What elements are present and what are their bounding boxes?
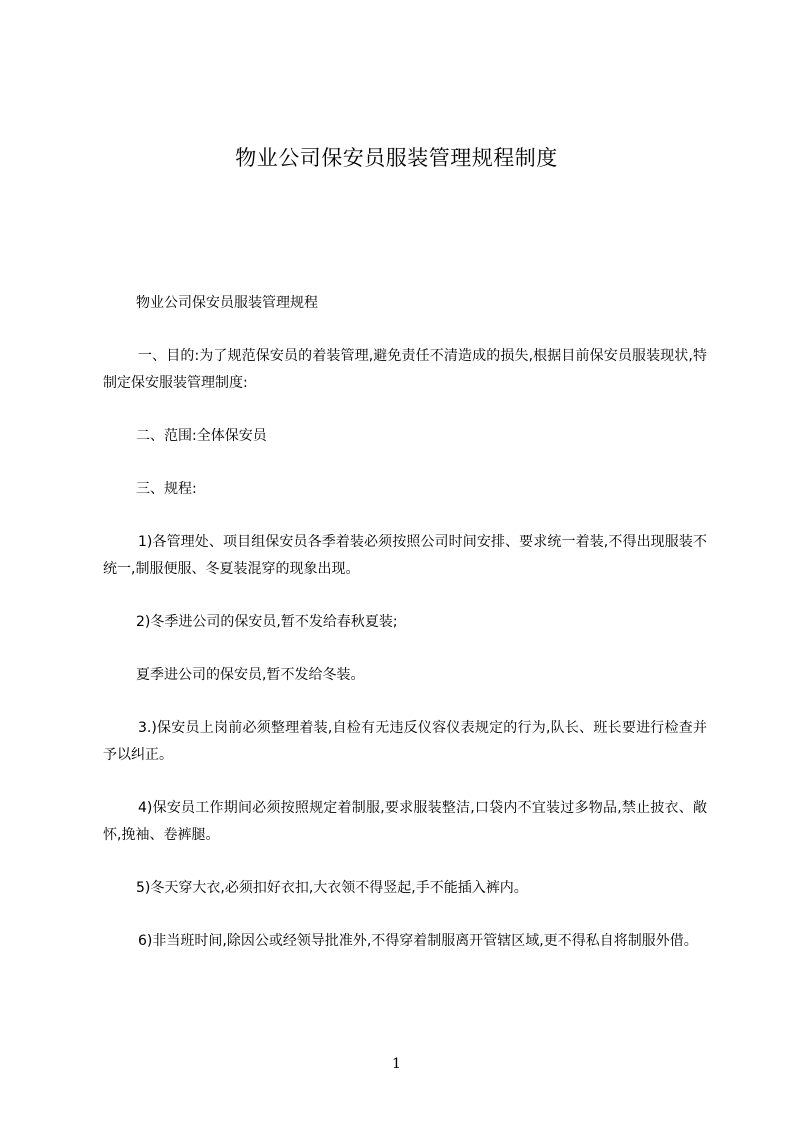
document-body bbox=[103, 290, 707, 981]
paragraph-rules-heading: 三、规程: bbox=[136, 481, 197, 497]
rule-item-1: 1)各管理处、项目组保安员各季着装必须按照公司时间安排、要求统一着装,不得出现服装不统一,制服便服、冬夏装混穿的现象出现。 bbox=[103, 534, 707, 577]
page-number: 1 bbox=[392, 1056, 401, 1072]
rule-item-4: 4)保安员工作期间必须按照规定着制服,要求服装整洁,口袋内不宜装过多物品,禁止披衣、敞怀,挽袖、卷裤腿。 bbox=[103, 800, 707, 843]
page-title: 物业公司保安员服装管理规程制度 bbox=[235, 146, 558, 170]
section-heading: 物业公司保安员服装管理规程 bbox=[136, 295, 318, 311]
rule-item-2: 2)冬季进公司的保安员,暂不发给春秋夏装; bbox=[136, 614, 398, 630]
paragraph-scope: 二、范围:全体保安员 bbox=[136, 428, 267, 444]
rule-item-5: 5)冬天穿大衣,必须扣好衣扣,大衣领不得竖起,手不能插入裤内。 bbox=[136, 880, 528, 896]
rule-item-6: 6)非当班时间,除因公或经领导批准外,不得穿着制服离开管辖区域,更不得私自将制服外借。 bbox=[138, 933, 698, 949]
paragraph-purpose: 一、目的:为了规范保安员的着装管理,避免责任不清造成的损失,根据目前保安员服装现状,特制定保安服装管理制度: bbox=[103, 348, 707, 391]
rule-item-2-continued: 夏季进公司的保安员,暂不发给冬装。 bbox=[136, 667, 365, 683]
rule-item-3: 3.)保安员上岗前必须整理着装,自检有无违反仪容仪表规定的行为,队长、班长要进行检查并予以纠正。 bbox=[103, 720, 707, 763]
